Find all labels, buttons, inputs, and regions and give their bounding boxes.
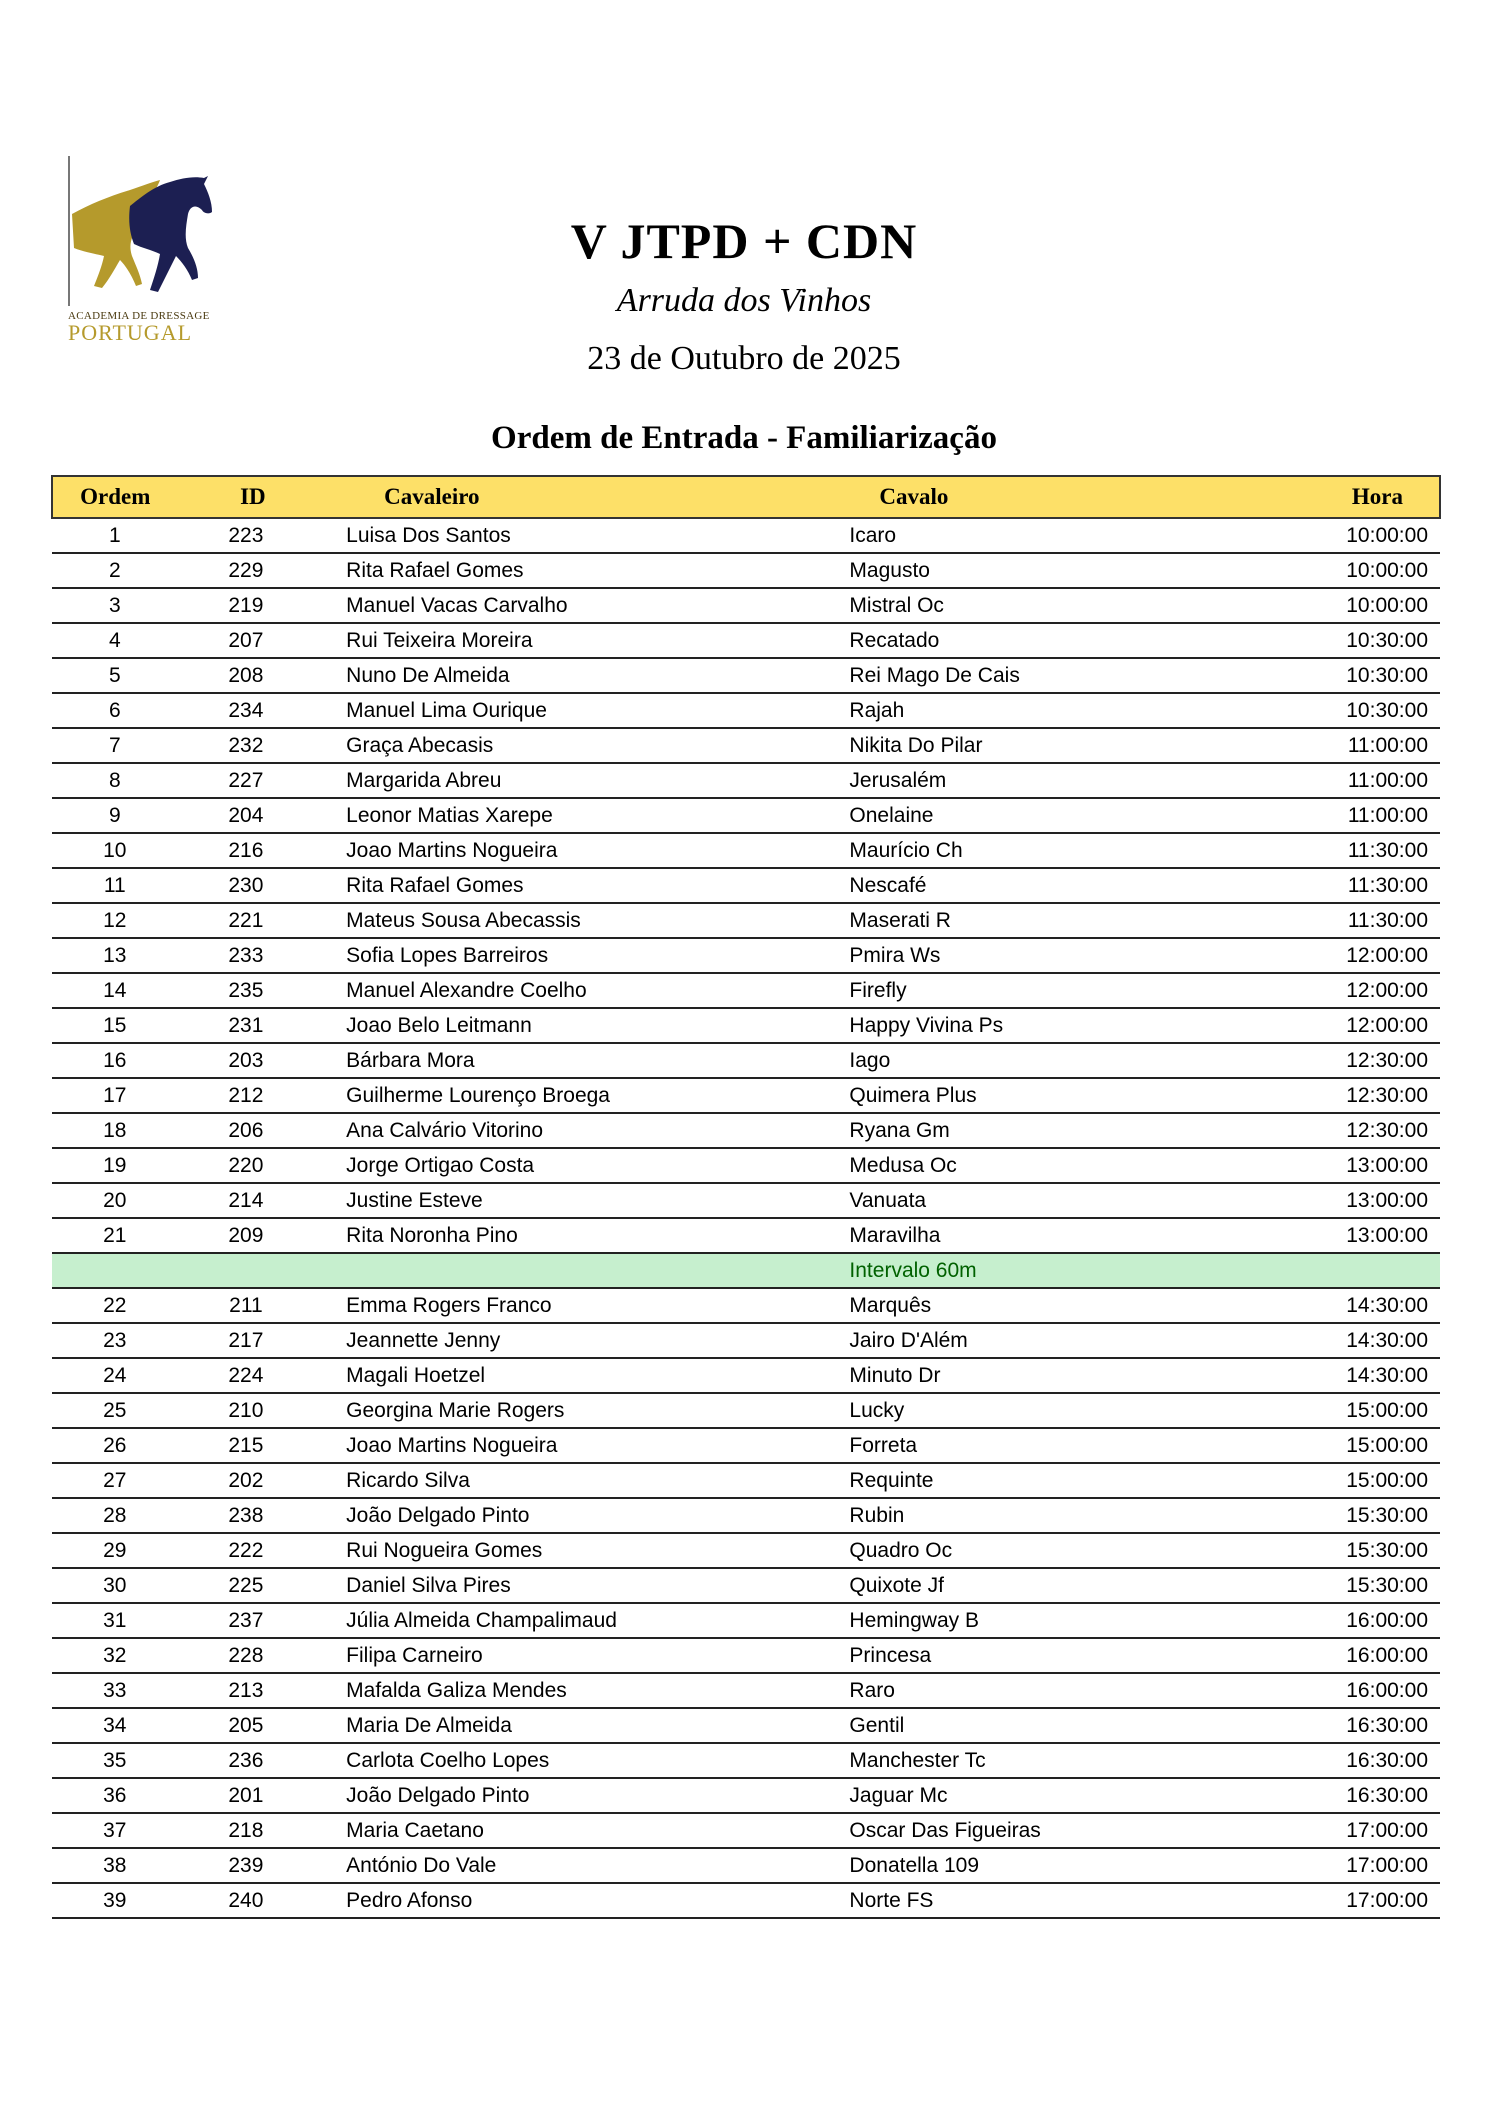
rider-cell: Leonor Matias Xarepe xyxy=(314,798,817,833)
break-empty-cell xyxy=(178,1253,315,1288)
time-cell: 17:00:00 xyxy=(1258,1883,1440,1918)
horse-cell: Nescafé xyxy=(817,868,1258,903)
id-cell: 225 xyxy=(178,1568,315,1603)
rider-cell: João Delgado Pinto xyxy=(314,1498,817,1533)
table-row xyxy=(52,1148,1440,1183)
order-cell: 8 xyxy=(52,763,178,798)
table-row xyxy=(52,1113,1440,1148)
rider-cell: Guilherme Lourenço Broega xyxy=(314,1078,817,1113)
time-cell: 11:00:00 xyxy=(1258,763,1440,798)
time-cell: 16:00:00 xyxy=(1258,1638,1440,1673)
table-row xyxy=(52,693,1440,728)
break-label: Intervalo 60m xyxy=(817,1253,1258,1288)
table-row xyxy=(52,868,1440,903)
break-row xyxy=(52,1253,1440,1288)
order-cell: 37 xyxy=(52,1813,178,1848)
id-cell: 217 xyxy=(178,1323,315,1358)
table-row xyxy=(52,1358,1440,1393)
table-row xyxy=(52,1008,1440,1043)
horse-cell: Jairo D'Além xyxy=(817,1323,1258,1358)
table-row xyxy=(52,1533,1440,1568)
rider-cell: Mafalda Galiza Mendes xyxy=(314,1673,817,1708)
horse-cell: Firefly xyxy=(817,973,1258,1008)
table-row xyxy=(52,518,1440,553)
horse-cell: Marquês xyxy=(817,1288,1258,1323)
id-cell: 211 xyxy=(178,1288,315,1323)
time-cell: 12:00:00 xyxy=(1258,1008,1440,1043)
time-cell: 11:30:00 xyxy=(1258,868,1440,903)
horse-cell: Recatado xyxy=(817,623,1258,658)
time-cell: 12:00:00 xyxy=(1258,973,1440,1008)
id-cell: 206 xyxy=(178,1113,315,1148)
horse-cell: Quimera Plus xyxy=(817,1078,1258,1113)
id-cell: 218 xyxy=(178,1813,315,1848)
table-row xyxy=(52,1883,1440,1918)
order-cell: 12 xyxy=(52,903,178,938)
order-cell: 1 xyxy=(52,518,178,553)
horse-cell: Vanuata xyxy=(817,1183,1258,1218)
id-cell: 203 xyxy=(178,1043,315,1078)
id-cell: 235 xyxy=(178,973,315,1008)
table-row xyxy=(52,1078,1440,1113)
horse-cell: Maurício Ch xyxy=(817,833,1258,868)
event-venue: Arruda dos Vinhos xyxy=(616,282,872,319)
table-row xyxy=(52,938,1440,973)
time-cell: 15:30:00 xyxy=(1258,1568,1440,1603)
rider-cell: Maria De Almeida xyxy=(314,1708,817,1743)
time-cell: 10:00:00 xyxy=(1258,518,1440,553)
rider-cell: Júlia Almeida Champalimaud xyxy=(314,1603,817,1638)
rider-cell: Daniel Silva Pires xyxy=(314,1568,817,1603)
column-header-ordem: Ordem xyxy=(52,476,178,518)
id-cell: 239 xyxy=(178,1848,315,1883)
order-cell: 39 xyxy=(52,1883,178,1918)
time-cell: 12:30:00 xyxy=(1258,1113,1440,1148)
rider-cell: Joao Martins Nogueira xyxy=(314,1428,817,1463)
time-cell: 12:30:00 xyxy=(1258,1043,1440,1078)
break-empty-cell xyxy=(314,1253,817,1288)
event-date: 23 de Outubro de 2025 xyxy=(587,340,901,377)
id-cell: 216 xyxy=(178,833,315,868)
rider-cell: Filipa Carneiro xyxy=(314,1638,817,1673)
horse-cell: Quixote Jf xyxy=(817,1568,1258,1603)
horse-cell: Jaguar Mc xyxy=(817,1778,1258,1813)
table-row xyxy=(52,1463,1440,1498)
horse-cell: Donatella 109 xyxy=(817,1848,1258,1883)
rider-cell: Bárbara Mora xyxy=(314,1043,817,1078)
order-cell: 14 xyxy=(52,973,178,1008)
id-cell: 227 xyxy=(178,763,315,798)
table-row xyxy=(52,1183,1440,1218)
time-cell: 15:00:00 xyxy=(1258,1463,1440,1498)
table-body xyxy=(52,518,1440,1918)
id-cell: 208 xyxy=(178,658,315,693)
id-cell: 214 xyxy=(178,1183,315,1218)
id-cell: 222 xyxy=(178,1533,315,1568)
order-cell: 38 xyxy=(52,1848,178,1883)
order-cell: 24 xyxy=(52,1358,178,1393)
order-cell: 4 xyxy=(52,623,178,658)
order-cell: 9 xyxy=(52,798,178,833)
table-row xyxy=(52,1813,1440,1848)
time-cell: 15:00:00 xyxy=(1258,1428,1440,1463)
time-cell: 13:00:00 xyxy=(1258,1148,1440,1183)
table-row xyxy=(52,1323,1440,1358)
horse-cell: Rubin xyxy=(817,1498,1258,1533)
order-cell: 11 xyxy=(52,868,178,903)
order-cell: 3 xyxy=(52,588,178,623)
rider-cell: Maria Caetano xyxy=(314,1813,817,1848)
horse-cell: Mistral Oc xyxy=(817,588,1258,623)
rider-cell: Justine Esteve xyxy=(314,1183,817,1218)
time-cell: 14:30:00 xyxy=(1258,1358,1440,1393)
column-header-hora: Hora xyxy=(1258,476,1440,518)
time-cell: 16:30:00 xyxy=(1258,1743,1440,1778)
order-cell: 29 xyxy=(52,1533,178,1568)
horse-cell: Requinte xyxy=(817,1463,1258,1498)
horse-cell: Nikita Do Pilar xyxy=(817,728,1258,763)
horse-cell: Jerusalém xyxy=(817,763,1258,798)
rider-cell: Margarida Abreu xyxy=(314,763,817,798)
order-cell: 5 xyxy=(52,658,178,693)
table-row xyxy=(52,1428,1440,1463)
rider-cell: Ana Calvário Vitorino xyxy=(314,1113,817,1148)
time-cell: 17:00:00 xyxy=(1258,1813,1440,1848)
order-cell: 22 xyxy=(52,1288,178,1323)
table-row xyxy=(52,728,1440,763)
order-cell: 28 xyxy=(52,1498,178,1533)
table-row xyxy=(52,1218,1440,1253)
order-cell: 13 xyxy=(52,938,178,973)
order-cell: 7 xyxy=(52,728,178,763)
rider-cell: Nuno De Almeida xyxy=(314,658,817,693)
id-cell: 219 xyxy=(178,588,315,623)
order-cell: 25 xyxy=(52,1393,178,1428)
rider-cell: João Delgado Pinto xyxy=(314,1778,817,1813)
id-cell: 212 xyxy=(178,1078,315,1113)
time-cell: 12:30:00 xyxy=(1258,1078,1440,1113)
order-cell: 35 xyxy=(52,1743,178,1778)
order-cell: 6 xyxy=(52,693,178,728)
horse-cell: Forreta xyxy=(817,1428,1258,1463)
horse-cell: Lucky xyxy=(817,1393,1258,1428)
table-row xyxy=(52,763,1440,798)
rider-cell: Joao Martins Nogueira xyxy=(314,833,817,868)
rider-cell: Manuel Lima Ourique xyxy=(314,693,817,728)
id-cell: 205 xyxy=(178,1708,315,1743)
time-cell: 10:00:00 xyxy=(1258,588,1440,623)
rider-cell: Magali Hoetzel xyxy=(314,1358,817,1393)
id-cell: 233 xyxy=(178,938,315,973)
time-cell: 11:30:00 xyxy=(1258,903,1440,938)
id-cell: 201 xyxy=(178,1778,315,1813)
column-header-id: ID xyxy=(178,476,315,518)
id-cell: 221 xyxy=(178,903,315,938)
table-header-row xyxy=(52,476,1440,518)
id-cell: 237 xyxy=(178,1603,315,1638)
id-cell: 220 xyxy=(178,1148,315,1183)
time-cell: 11:00:00 xyxy=(1258,798,1440,833)
id-cell: 210 xyxy=(178,1393,315,1428)
break-empty-cell xyxy=(52,1253,178,1288)
logo-text-academia: ACADEMIA DE DRESSAGE xyxy=(68,310,210,322)
column-header-cavaleiro: Cavaleiro xyxy=(314,476,817,518)
id-cell: 202 xyxy=(178,1463,315,1498)
time-cell: 10:00:00 xyxy=(1258,553,1440,588)
id-cell: 236 xyxy=(178,1743,315,1778)
table-row xyxy=(52,1638,1440,1673)
id-cell: 229 xyxy=(178,553,315,588)
time-cell: 12:00:00 xyxy=(1258,938,1440,973)
time-cell: 17:00:00 xyxy=(1258,1848,1440,1883)
start-order-table xyxy=(51,475,1441,1919)
horse-cell: Magusto xyxy=(817,553,1258,588)
rider-cell: António Do Vale xyxy=(314,1848,817,1883)
event-title: V JTPD + CDN xyxy=(570,213,918,269)
rider-cell: Rita Rafael Gomes xyxy=(314,553,817,588)
table-row xyxy=(52,973,1440,1008)
order-cell: 21 xyxy=(52,1218,178,1253)
time-cell: 16:30:00 xyxy=(1258,1778,1440,1813)
horse-cell: Norte FS xyxy=(817,1883,1258,1918)
horse-cell: Princesa xyxy=(817,1638,1258,1673)
rider-cell: Rita Rafael Gomes xyxy=(314,868,817,903)
time-cell: 10:30:00 xyxy=(1258,658,1440,693)
rider-cell: Rui Teixeira Moreira xyxy=(314,623,817,658)
time-cell: 11:00:00 xyxy=(1258,728,1440,763)
id-cell: 230 xyxy=(178,868,315,903)
order-cell: 2 xyxy=(52,553,178,588)
horse-cell: Gentil xyxy=(817,1708,1258,1743)
table-row xyxy=(52,903,1440,938)
table-row xyxy=(52,1498,1440,1533)
horse-cell: Quadro Oc xyxy=(817,1533,1258,1568)
horse-cell: Onelaine xyxy=(817,798,1258,833)
horse-cell: Hemingway B xyxy=(817,1603,1258,1638)
order-cell: 33 xyxy=(52,1673,178,1708)
rider-cell: Georgina Marie Rogers xyxy=(314,1393,817,1428)
horse-cell: Oscar Das Figueiras xyxy=(817,1813,1258,1848)
table-row xyxy=(52,588,1440,623)
rider-cell: Sofia Lopes Barreiros xyxy=(314,938,817,973)
table-row xyxy=(52,1673,1440,1708)
table-row xyxy=(52,658,1440,693)
order-cell: 17 xyxy=(52,1078,178,1113)
table-row xyxy=(52,1603,1440,1638)
order-cell: 26 xyxy=(52,1428,178,1463)
rider-cell: Emma Rogers Franco xyxy=(314,1288,817,1323)
order-cell: 30 xyxy=(52,1568,178,1603)
time-cell: 14:30:00 xyxy=(1258,1288,1440,1323)
order-cell: 18 xyxy=(52,1113,178,1148)
table-row xyxy=(52,833,1440,868)
id-cell: 228 xyxy=(178,1638,315,1673)
logo-text-portugal: PORTUGAL xyxy=(68,320,193,345)
id-cell: 232 xyxy=(178,728,315,763)
horse-cell: Maserati R xyxy=(817,903,1258,938)
time-cell: 13:00:00 xyxy=(1258,1218,1440,1253)
horse-cell: Manchester Tc xyxy=(817,1743,1258,1778)
order-cell: 16 xyxy=(52,1043,178,1078)
table-row xyxy=(52,798,1440,833)
id-cell: 204 xyxy=(178,798,315,833)
horse-cell: Iago xyxy=(817,1043,1258,1078)
table-row xyxy=(52,1288,1440,1323)
horse-cell: Rajah xyxy=(817,693,1258,728)
id-cell: 207 xyxy=(178,623,315,658)
rider-cell: Mateus Sousa Abecassis xyxy=(314,903,817,938)
rider-cell: Jorge Ortigao Costa xyxy=(314,1148,817,1183)
rider-cell: Manuel Vacas Carvalho xyxy=(314,588,817,623)
table-row xyxy=(52,1393,1440,1428)
rider-cell: Ricardo Silva xyxy=(314,1463,817,1498)
id-cell: 213 xyxy=(178,1673,315,1708)
horse-cell: Maravilha xyxy=(817,1218,1258,1253)
time-cell: 14:30:00 xyxy=(1258,1323,1440,1358)
time-cell: 16:00:00 xyxy=(1258,1603,1440,1638)
column-header-cavalo: Cavalo xyxy=(817,476,1258,518)
order-cell: 36 xyxy=(52,1778,178,1813)
id-cell: 234 xyxy=(178,693,315,728)
section-title: Ordem de Entrada - Familiarização xyxy=(491,420,997,456)
order-cell: 34 xyxy=(52,1708,178,1743)
id-cell: 224 xyxy=(178,1358,315,1393)
table-row xyxy=(52,1568,1440,1603)
table-row xyxy=(52,1043,1440,1078)
table-row xyxy=(52,1848,1440,1883)
order-cell: 19 xyxy=(52,1148,178,1183)
order-cell: 10 xyxy=(52,833,178,868)
order-cell: 23 xyxy=(52,1323,178,1358)
id-cell: 209 xyxy=(178,1218,315,1253)
break-empty-cell xyxy=(1258,1253,1440,1288)
order-cell: 20 xyxy=(52,1183,178,1218)
rider-cell: Rui Nogueira Gomes xyxy=(314,1533,817,1568)
id-cell: 215 xyxy=(178,1428,315,1463)
rider-cell: Pedro Afonso xyxy=(314,1883,817,1918)
table-row xyxy=(52,1778,1440,1813)
order-cell: 32 xyxy=(52,1638,178,1673)
rider-cell: Jeannette Jenny xyxy=(314,1323,817,1358)
time-cell: 15:00:00 xyxy=(1258,1393,1440,1428)
horse-cell: Happy Vivina Ps xyxy=(817,1008,1258,1043)
horse-cell: Icaro xyxy=(817,518,1258,553)
time-cell: 10:30:00 xyxy=(1258,693,1440,728)
id-cell: 231 xyxy=(178,1008,315,1043)
time-cell: 11:30:00 xyxy=(1258,833,1440,868)
id-cell: 240 xyxy=(178,1883,315,1918)
horse-cell: Rei Mago De Cais xyxy=(817,658,1258,693)
order-cell: 15 xyxy=(52,1008,178,1043)
horse-cell: Raro xyxy=(817,1673,1258,1708)
horse-cell: Minuto Dr xyxy=(817,1358,1258,1393)
order-cell: 27 xyxy=(52,1463,178,1498)
table-row xyxy=(52,623,1440,658)
rider-cell: Rita Noronha Pino xyxy=(314,1218,817,1253)
time-cell: 15:30:00 xyxy=(1258,1533,1440,1568)
table-row xyxy=(52,553,1440,588)
horse-cell: Pmira Ws xyxy=(817,938,1258,973)
rider-cell: Manuel Alexandre Coelho xyxy=(314,973,817,1008)
order-cell: 31 xyxy=(52,1603,178,1638)
time-cell: 15:30:00 xyxy=(1258,1498,1440,1533)
id-cell: 238 xyxy=(178,1498,315,1533)
time-cell: 16:30:00 xyxy=(1258,1708,1440,1743)
rider-cell: Carlota Coelho Lopes xyxy=(314,1743,817,1778)
horse-cell: Medusa Oc xyxy=(817,1148,1258,1183)
rider-cell: Graça Abecasis xyxy=(314,728,817,763)
table-row xyxy=(52,1708,1440,1743)
time-cell: 16:00:00 xyxy=(1258,1673,1440,1708)
time-cell: 13:00:00 xyxy=(1258,1183,1440,1218)
rider-cell: Luisa Dos Santos xyxy=(314,518,817,553)
table-row xyxy=(52,1743,1440,1778)
rider-cell: Joao Belo Leitmann xyxy=(314,1008,817,1043)
id-cell: 223 xyxy=(178,518,315,553)
horse-cell: Ryana Gm xyxy=(817,1113,1258,1148)
time-cell: 10:30:00 xyxy=(1258,623,1440,658)
